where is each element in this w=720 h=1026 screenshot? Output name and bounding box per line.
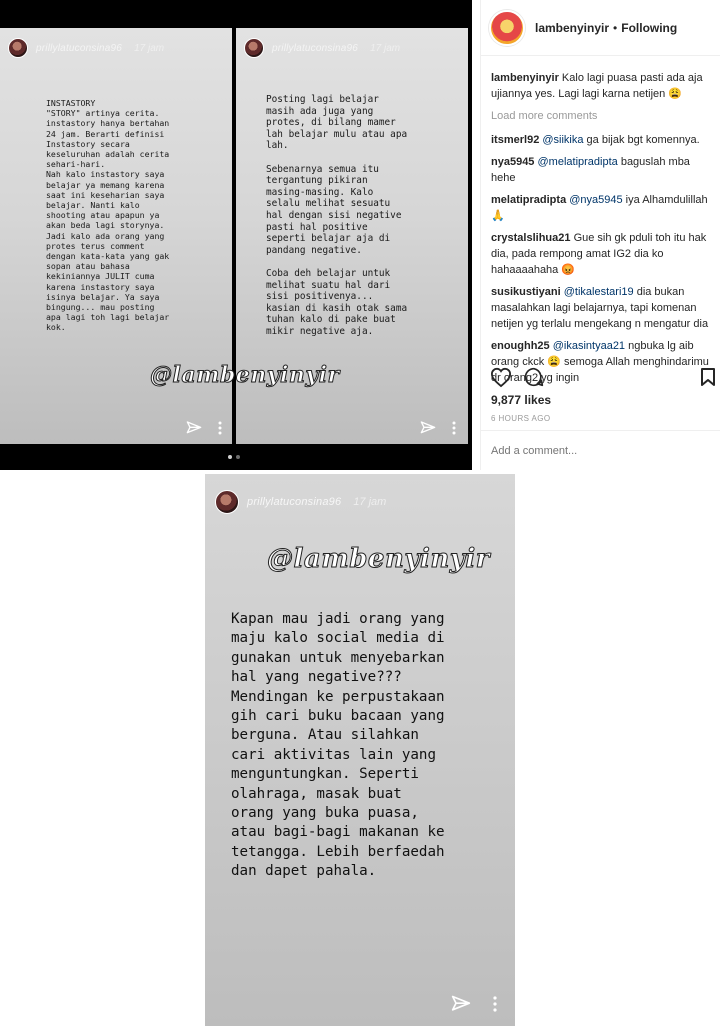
send-icon[interactable]	[186, 420, 202, 436]
post-header	[481, 0, 720, 56]
likes-count[interactable]: 9,877 likes	[491, 393, 552, 407]
comment-item	[491, 132, 710, 148]
story-time: 17 jam	[134, 42, 165, 54]
caption-text: Kalo lagi puasa pasti ada aja ujiannya yes. Lagi lagi karna netijen 😩	[491, 72, 703, 100]
comment-username[interactable]: itsmerl92	[491, 134, 540, 146]
comment-mention[interactable]: @siikika	[542, 134, 584, 146]
story-text: INSTASTORY "STORY" artinya cerita. instastory hanya bertahan 24 jam. Berarti definisi Instastory secara keseluruhan adalah cerita sehari-hari. Nah kalo instastory saya belajar ya memang karena saat ini keseharian saya belajar. Nanti kalo shooting atau apapun ya akan beda lagi storynya. Jadi kalo ada orang yang protes terus comment dengan kata-kata yang gak sopan atau bahasa kekiniannya JULIT cuma karena instastory saya isinya belajar. Ya saya bingung... mau posting apa lagi toh lagi belajar kok.	[46, 98, 170, 333]
load-more-comments-link[interactable]: Load more comments	[491, 110, 598, 122]
watermark-text: @lambenyinyir	[150, 362, 340, 388]
send-icon[interactable]	[451, 994, 471, 1014]
story-header	[215, 490, 386, 514]
carousel-indicator	[228, 455, 240, 459]
more-options-icon[interactable]	[218, 421, 222, 435]
story-footer	[451, 994, 497, 1014]
comment-username[interactable]: melatipradipta	[491, 194, 567, 206]
add-comment-input[interactable]	[491, 445, 711, 457]
comment-text: baguslah mba hehe	[491, 156, 690, 184]
story-slide-3	[205, 474, 515, 1026]
caption	[491, 70, 710, 102]
bookmark-icon[interactable]	[700, 367, 716, 392]
story-footer	[420, 420, 456, 436]
post-timestamp: 6 HOURS AGO	[491, 414, 551, 423]
story-header	[8, 38, 164, 58]
heart-icon[interactable]	[490, 367, 512, 392]
story-time: 17 jam	[353, 496, 387, 508]
comments-list[interactable]	[481, 56, 720, 384]
comment-mention[interactable]: @melatipradipta	[537, 156, 618, 168]
comment-item	[491, 154, 710, 186]
story-time: 17 jam	[370, 42, 401, 54]
comment-icon[interactable]	[524, 367, 544, 392]
divider	[481, 430, 720, 431]
comment-text: iya Alhamdulillah 🙏	[491, 194, 708, 222]
watermark-text: @lambenyinyir	[267, 544, 490, 574]
comment-item	[491, 230, 710, 278]
story-avatar[interactable]	[8, 38, 28, 58]
profile-avatar[interactable]	[489, 10, 525, 46]
comment-mention[interactable]: @tikalestari19	[563, 286, 634, 298]
story-footer	[186, 420, 222, 436]
story-avatar[interactable]	[244, 38, 264, 58]
comment-rows	[491, 132, 710, 386]
comment-username[interactable]: susikustiyani	[491, 286, 561, 298]
story-username[interactable]: prillylatuconsina96	[272, 42, 359, 54]
comment-item	[491, 284, 710, 332]
post-media-carousel[interactable]	[0, 0, 472, 470]
comment-username[interactable]: crystalslihua21	[491, 232, 571, 244]
comment-item	[491, 192, 710, 224]
story-avatar[interactable]	[215, 490, 239, 514]
story-text: Kapan mau jadi orang yang maju kalo social media di gunakan untuk menyebarkan hal yang negative??? Mendingan ke perpustakaan gih cari buku bacaan yang berguna. Atau silahkan cari aktivitas lain yang menguntungkan. Seperti olahraga, masak buat orang yang buka puasa, atau bagi-bagi makanan ke tetangga. Lebih berfaedah dan dapet pahala.	[231, 611, 445, 880]
story-username[interactable]: prillylatuconsina96	[247, 496, 342, 508]
header-separator: •	[613, 20, 618, 35]
follow-status-button[interactable]: Following	[621, 20, 678, 35]
comment-text: ngbuka lg aib orang ckck 😩 semoga Allah menghindarimu dr orang2 yg ingin	[491, 340, 709, 384]
story-header	[244, 38, 400, 58]
comment-mention[interactable]: @ikasintyaa21	[552, 340, 626, 352]
carousel-dot-active[interactable]	[228, 455, 232, 459]
caption-username[interactable]: lambenyinyir	[491, 72, 559, 84]
more-options-icon[interactable]	[493, 996, 497, 1012]
comment-text: dia bukan masalahkan lagi belajarnya, tapi komenan netijen yg terlalu mengekang n mengatur dia	[491, 286, 709, 330]
comment-username[interactable]: enoughh25	[491, 340, 550, 352]
comment-username[interactable]: nya5945	[491, 156, 535, 168]
comment-mention[interactable]: @nya5945	[569, 194, 623, 206]
post-username[interactable]: lambenyinyir	[535, 20, 610, 35]
story-text: Posting lagi belajar masih ada juga yang protes, di bilang mamer lah belajar mulu atau apa lah. Sebenarnya semua itu tergantung pikiran masing-masing. Kalo selalu melihat sesuatu hal dengan sisi negative pasti hal positive seperti belajar aja di pandang negative. Coba deh belajar untuk melihat suatu hal dari sisi positivenya... kasian di kasih otak sama tuhan kalo di pake buat mikir negative aja.	[266, 94, 408, 337]
more-options-icon[interactable]	[452, 421, 456, 435]
carousel-dot[interactable]	[236, 455, 240, 459]
comment-text: ga bijak bgt komennya.	[583, 134, 700, 146]
send-icon[interactable]	[420, 420, 436, 436]
story-username[interactable]: prillylatuconsina96	[36, 42, 123, 54]
comment-text: Gue sih gk pduli toh itu hak dia, pada rempong amat IG2 dia ko hahaaaahaha 😡	[491, 232, 707, 276]
post-actions-bar	[490, 367, 720, 392]
